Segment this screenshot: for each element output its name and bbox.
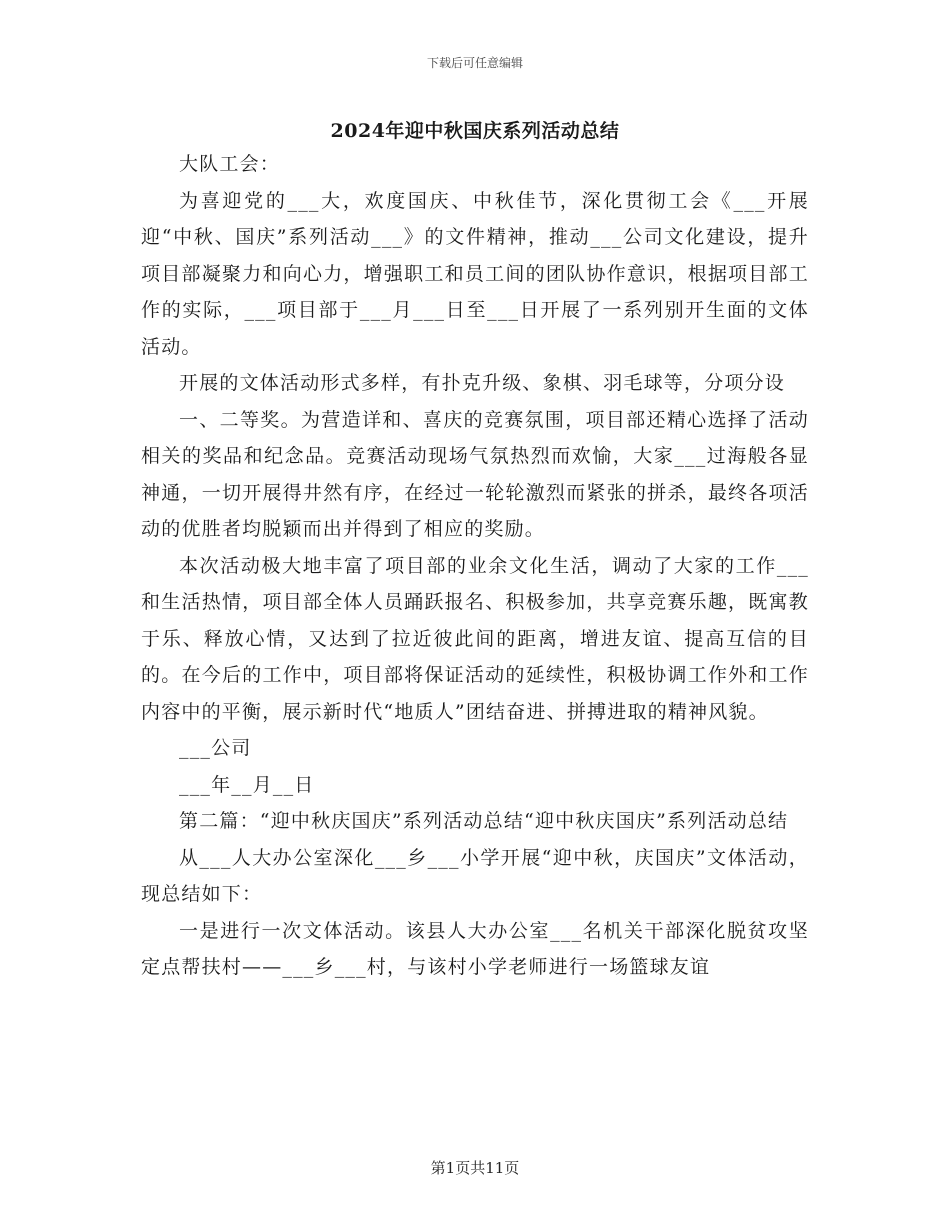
page-header-note: 下载后可任意编辑	[426, 56, 523, 70]
signature-company: ___公司	[179, 737, 252, 759]
paragraph-second-first-item: 一是进行一次文体活动。该县人大办公室___名机关干部深化脱贫攻坚定点帮扶村——___乡___村，与该村小学老师进行一场篮球友谊	[141, 919, 809, 978]
paragraph-intro: 为喜迎党的___大，欢度国庆、中秋佳节，深化贯彻工会《___开展迎“中秋、国庆”系列活动___》的文件精神，推动___公司文化建设，提升项目部凝聚力和向心力，增强职工和员工间的团队协作意识，根据项目部工作的实际，___项目部于___月___日至___日开展了一系列别开生面的文体活动。	[141, 189, 809, 358]
document-body	[141, 146, 809, 986]
paragraph-second-title: 第二篇：“迎中秋庆国庆”系列活动总结“迎中秋庆国庆”系列活动总结	[179, 810, 789, 832]
paragraph-salutation: 大队工会：	[179, 153, 281, 175]
paragraph-awards: 一、二等奖。为营造详和、喜庆的竞赛氛围，项目部还精心选择了活动相关的奖品和纪念品。竞赛活动现场气氛热烈而欢愉，大家___过海般各显神通，一切开展得井然有序，在经过一轮轮激烈而紧张的拼杀，最终各项活动的优胜者均脱颖而出并得到了相应的奖励。	[141, 408, 809, 540]
paragraph-second-intro: 从___人大办公室深化___乡___小学开展“迎中秋，庆国庆”文体活动，现总结如下：	[141, 846, 809, 905]
signature-date: ___年__月__日	[179, 773, 315, 796]
page-number: 第1页共11页	[430, 1159, 520, 1177]
paragraph-activities: 开展的文体活动形式多样，有扑克升级、象棋、羽毛球等，分项分设	[179, 372, 786, 394]
document-title: 2024年迎中秋国庆系列活动总结	[330, 120, 620, 142]
paragraph-summary: 本次活动极大地丰富了项目部的业余文化生活，调动了大家的工作___和生活热情，项目部全体人员踊跃报名、积极参加，共享竞赛乐趣，既寓教于乐、释放心情，又达到了拉近彼此间的距离，增进友谊、提高互信的目的。在今后的工作中，项目部将保证活动的延续性，积极协调工作外和工作内容中的平衡，展示新时代“地质人”团结奋进、拼搏进取的精神风貌。	[141, 554, 809, 723]
